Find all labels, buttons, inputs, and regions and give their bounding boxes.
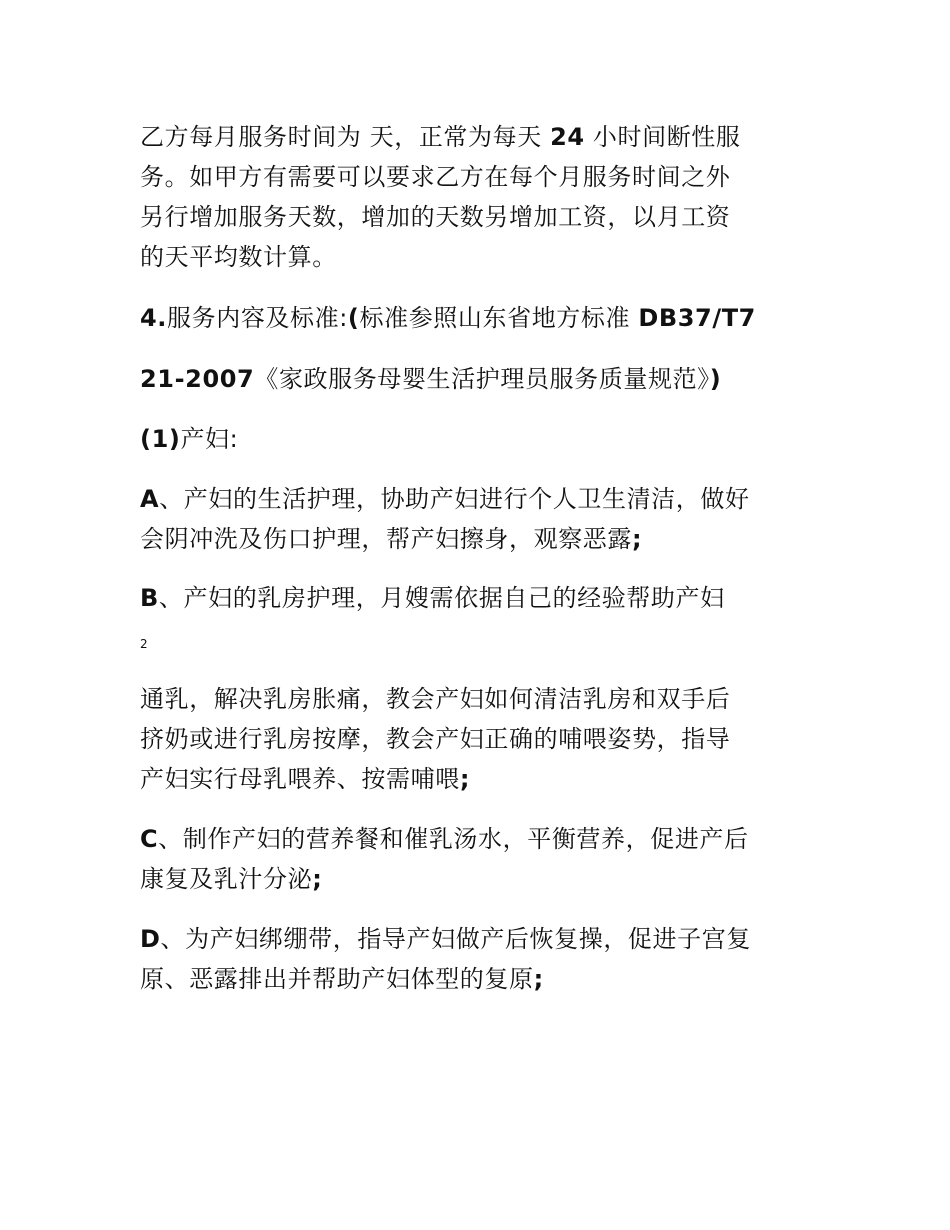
semicolon: ;	[533, 965, 544, 993]
text-segment: 、产妇的生活护理，协助产妇进行个人卫生清洁，做好	[159, 485, 750, 513]
text-segment: 原、恶露排出并帮助产妇体型的复原	[140, 965, 534, 993]
text-line	[140, 359, 820, 399]
text-line: 的天平均数计算。	[140, 243, 337, 271]
text-line	[140, 479, 820, 519]
standard-reference	[140, 359, 820, 399]
section-heading-service-content	[140, 298, 820, 338]
standard-code: DB37/T7	[638, 304, 756, 332]
subheading-mother	[140, 419, 820, 459]
text-line	[140, 859, 820, 899]
item-number: (1)	[140, 425, 181, 453]
item-letter: D	[140, 925, 161, 953]
text-segment: 会阴冲洗及伤口护理，帮产妇擦身，观察恶露	[140, 525, 632, 553]
item-a	[140, 479, 820, 559]
text-line	[140, 117, 820, 157]
text-segment: 产妇:	[180, 425, 239, 453]
semicolon: ;	[632, 525, 643, 553]
text-line	[140, 919, 820, 959]
text-segment: 乙方每月服务时间为 天，正常为每天	[140, 123, 551, 151]
paragraph-service-time	[140, 117, 820, 277]
text-segment: 服务内容及标准:	[167, 304, 348, 332]
text-segment: 产妇实行母乳喂养、按需哺喂	[140, 765, 460, 793]
standard-title: 《家政服务母婴生活护理员服务质量规范》	[254, 365, 710, 393]
text-line	[140, 298, 820, 338]
item-letter: A	[140, 485, 160, 513]
paren-open: (	[347, 304, 360, 332]
text-segment: 小时间断性服	[584, 123, 741, 151]
text-segment: 、制作产妇的营养餐和催乳汤水，平衡营养，促进产后	[158, 825, 749, 853]
item-d	[140, 919, 820, 999]
text-segment: 、产妇的乳房护理，月嫂需依据自己的经验帮助产妇	[158, 584, 725, 612]
text-line: 挤奶或进行乳房按摩，教会产妇正确的哺喂姿势，指导	[140, 725, 731, 753]
text-line: 务。如甲方有需要可以要求乙方在每个月服务时间之外	[140, 163, 731, 191]
semicolon: ;	[312, 865, 323, 893]
text-line	[140, 759, 820, 799]
item-letter: B	[140, 584, 159, 612]
section-number: 4.	[140, 304, 168, 332]
item-b-continued	[140, 679, 820, 799]
item-c	[140, 819, 820, 899]
bold-hours: 24	[550, 123, 585, 151]
standard-code: 21-2007	[140, 365, 255, 393]
semicolon: ;	[459, 765, 471, 793]
text-segment: 、为产妇绑绷带，指导产妇做产后恢复操，促进子宫复	[160, 925, 751, 953]
text-line	[140, 419, 820, 459]
item-letter: C	[140, 825, 159, 853]
text-segment: 康复及乳汁分泌	[140, 865, 313, 893]
text-segment: 标准参照山东省地方标准	[359, 304, 639, 332]
paren-close: )	[709, 365, 722, 393]
text-line: 另行增加服务天数，增加的天数另增加工资，以月工资	[140, 203, 731, 231]
text-line	[140, 959, 820, 999]
text-line	[140, 519, 820, 559]
item-b	[140, 578, 820, 618]
text-line	[140, 819, 820, 859]
text-line	[140, 578, 820, 618]
text-line: 通乳，解决乳房胀痛，教会产妇如何清洁乳房和双手后	[140, 685, 731, 713]
page-number: 2	[140, 637, 148, 651]
